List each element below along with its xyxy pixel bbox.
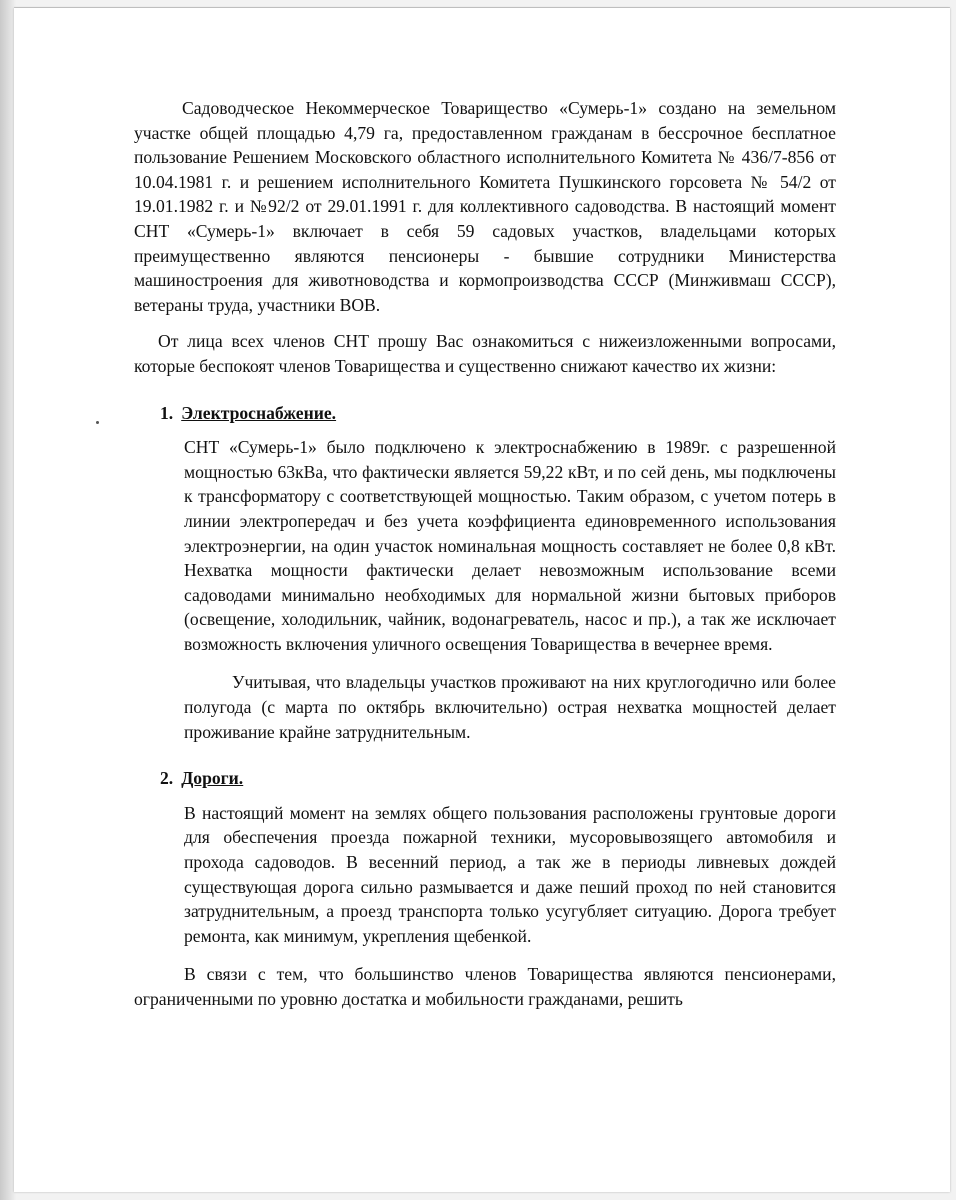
section-paragraph: В настоящий момент на землях общего пользования расположены грунтовые дороги для обеспечения проезда пожарной техники, мусоровывозящего автомобиля и прохода садоводов. В весенний период, а так же в периоды ливневых дождей существующая дорога сильно размывается и даже пеший проход по ней становится затруднительным, а проезд транспорта только усугубляет ситуацию. Дорога требует ремонта, как минимум, укрепления щебенкой. [184,802,836,946]
section-title: Дороги. [181,768,244,789]
section-title: Электроснабжение. [181,402,337,423]
section-body-roads [134,801,836,1012]
section-number: 2. [160,768,174,789]
section-paragraph-continued: В связи с тем, что большинство членов Товарищества являются пенсионерами, ограниченными по уровню достатка и мобильности гражданами, решить [134,964,836,1009]
section-paragraph: Учитывая, что владельцы участков проживают на них круглогодично или более полугода (с марта по октябрь включительно) острая нехватка мощностей делает проживание крайне затруднительным. [184,672,836,742]
section-heading-roads [160,766,836,791]
section-paragraph: СНТ «Сумерь-1» было подключено к электроснабжению в 1989г. с разрешенной мощностью 63кВа, что фактически является 59,22 кВт, и по сей день, мы подключены к трансформатору с соответствующей мощностью. Таким образом, с учетом потерь в линии электропередач и без учета коэффициента единовременного использования электроэнергии, на один участок номинальная мощность составляет не более 0,8 кВт. Нехватка мощности фактически делает невозможным использование всеми садоводами минимально необходимых для нормальной жизни бытовых приборов (освещение, холодильник, чайник, водонагреватель, насос и пр.), а так же исключает возможность включения уличного освещения Товарищества в вечернее время. [184,437,836,654]
section-body-electricity [184,435,836,744]
section-heading-electricity [160,401,836,426]
intro-paragraph: Садоводческое Некоммерческое Товарищество «Сумерь-1» создано на земельном участке общей площадью 4,79 га, предоставленном гражданам в бессрочное бесплатное пользование Решением Московского областного исполнительного Комитета № 436/7-856 от 10.04.1981 г. и решением исполнительного Комитета Пушкинского горсовета № 54/2 от 19.01.1982 г. и №92/2 от 29.01.1991 г. для коллективного садоводства. В настоящий момент СНТ «Сумерь-1» включает в себя 59 садовых участков, владельцами которых преимущественно являются пенсионеры - бывшие сотрудники Министерства машиностроения для животноводства и кормопроизводства СССР (Минживмаш СССР), ветераны труда, участники ВОВ. [134,98,836,315]
section-number: 1. [160,402,174,423]
scan-speck [96,421,99,424]
appeal-paragraph: От лица всех членов СНТ прошу Вас ознакомиться с нижеизложенными вопросами, которые беспокоят членов Товарищества и существенно снижают качество их жизни: [134,331,836,376]
document-body [134,96,836,1012]
